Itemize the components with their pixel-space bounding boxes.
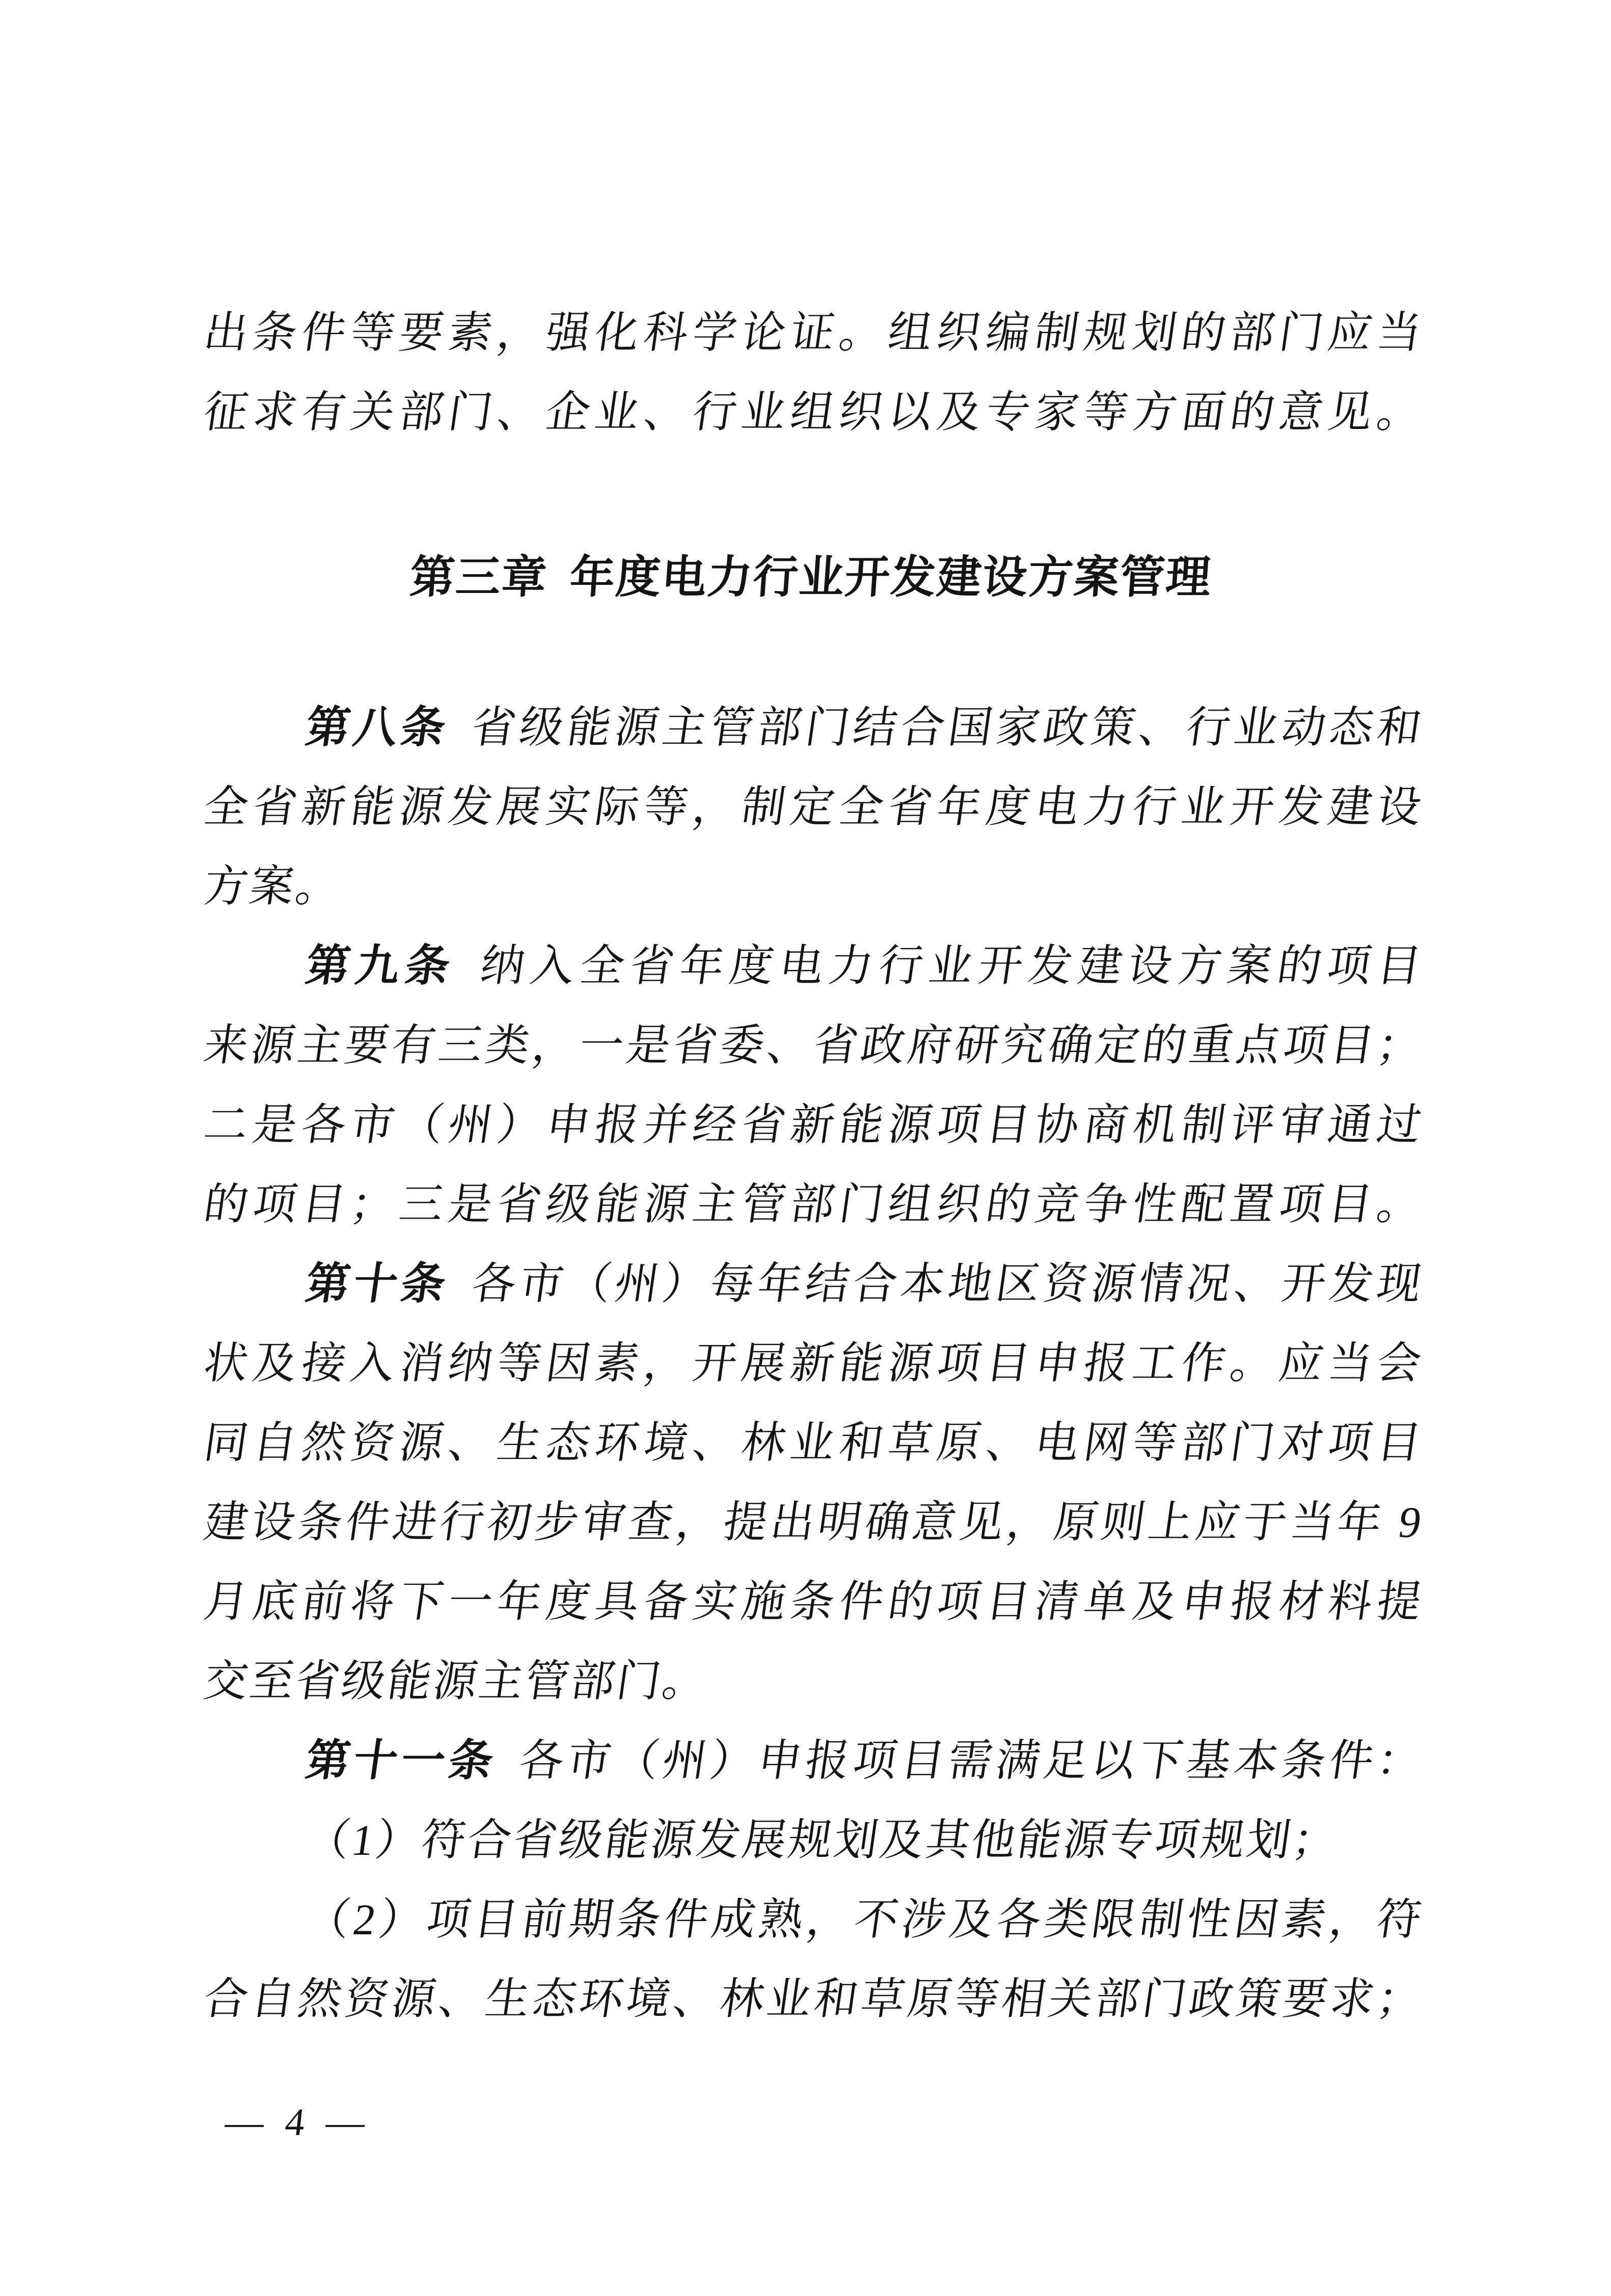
text-line xyxy=(199,1721,1429,1800)
text-line xyxy=(199,1482,1429,1562)
text-line xyxy=(199,1959,1429,2039)
line-text: （2）项目前期条件成熟，不涉及各类限制性因素，符 xyxy=(303,1895,1427,1944)
text-line xyxy=(199,688,1429,767)
text-line xyxy=(199,926,1429,1006)
line-text: 出条件等要素，强化科学论证。组织编制规划的部门应当 xyxy=(201,308,1427,357)
text-line xyxy=(199,1244,1429,1323)
text-line xyxy=(199,372,1429,452)
text-line xyxy=(199,1641,1429,1721)
line-text: 二是各市（州）申报并经省新能源项目协商机制评审通过 xyxy=(201,1100,1427,1149)
line-text: 来源主要有三类，一是省委、省政府研究确定的重点项目； xyxy=(201,1021,1427,1070)
line-text: 合自然资源、生态环境、林业和草原等相关部门政策要求； xyxy=(201,1975,1427,2023)
line-text: 同自然资源、生态环境、林业和草原、电网等部门对项目 xyxy=(201,1418,1427,1467)
text-line xyxy=(199,1880,1429,1959)
footer-dash-right: — xyxy=(323,2101,367,2144)
text-line xyxy=(199,1403,1429,1482)
text-line xyxy=(199,1085,1429,1165)
line-text: 征求有关部门、企业、行业组织以及专家等方面的意见。 xyxy=(201,388,1427,437)
article-number-label: 第十一条 xyxy=(303,1736,500,1785)
footer-dash-left: — xyxy=(223,2101,266,2144)
line-text: 的项目；三是省级能源主管部门组织的竞争性配置项目。 xyxy=(201,1180,1427,1229)
line-text: 各市（州）申报项目需满足以下基本条件： xyxy=(514,1736,1427,1785)
article-number-label: 第十条 xyxy=(303,1259,453,1308)
page-number: 4 xyxy=(283,2101,307,2144)
line-text: 纳入全省年度电力行业开发建设方案的项目 xyxy=(473,941,1427,990)
article-number-label: 第八条 xyxy=(303,703,453,752)
chapter-number: 第三章 xyxy=(408,552,550,602)
text-line xyxy=(199,1562,1429,1641)
line-text: 省级能源主管部门结合国家政策、行业动态和 xyxy=(467,703,1427,752)
text-line xyxy=(199,847,1429,926)
line-text: 月底前将下一年度具备实施条件的项目清单及申报材料提 xyxy=(201,1577,1427,1626)
line-text: 状及接入消纳等因素，开展新能源项目申报工作。应当会 xyxy=(201,1339,1427,1388)
text-line xyxy=(199,1800,1429,1880)
text-line xyxy=(199,1165,1429,1244)
line-text: （1）符合省级能源发展规划及其他能源专项规划； xyxy=(303,1816,1342,1865)
chapter-title: 年度电力行业开发建设方案管理 xyxy=(568,552,1214,602)
line-text: 交至省级能源主管部门。 xyxy=(201,1657,712,1706)
line-text: 建设条件进行初步审查，提出明确意见，原则上应于当年 9 xyxy=(201,1498,1427,1547)
text-line xyxy=(199,1323,1429,1403)
line-text: 各市（州）每年结合本地区资源情况、开发现 xyxy=(467,1259,1427,1308)
text-line xyxy=(199,293,1429,372)
chapter-heading xyxy=(199,537,1423,617)
page-footer xyxy=(221,2083,1426,2162)
text-line xyxy=(199,767,1429,847)
line-text: 方案。 xyxy=(201,862,345,911)
line-text: 全省新能源发展实际等，制定全省年度电力行业开发建设 xyxy=(201,782,1427,831)
text-line xyxy=(199,1006,1429,1085)
article-number-label: 第九条 xyxy=(303,941,459,990)
